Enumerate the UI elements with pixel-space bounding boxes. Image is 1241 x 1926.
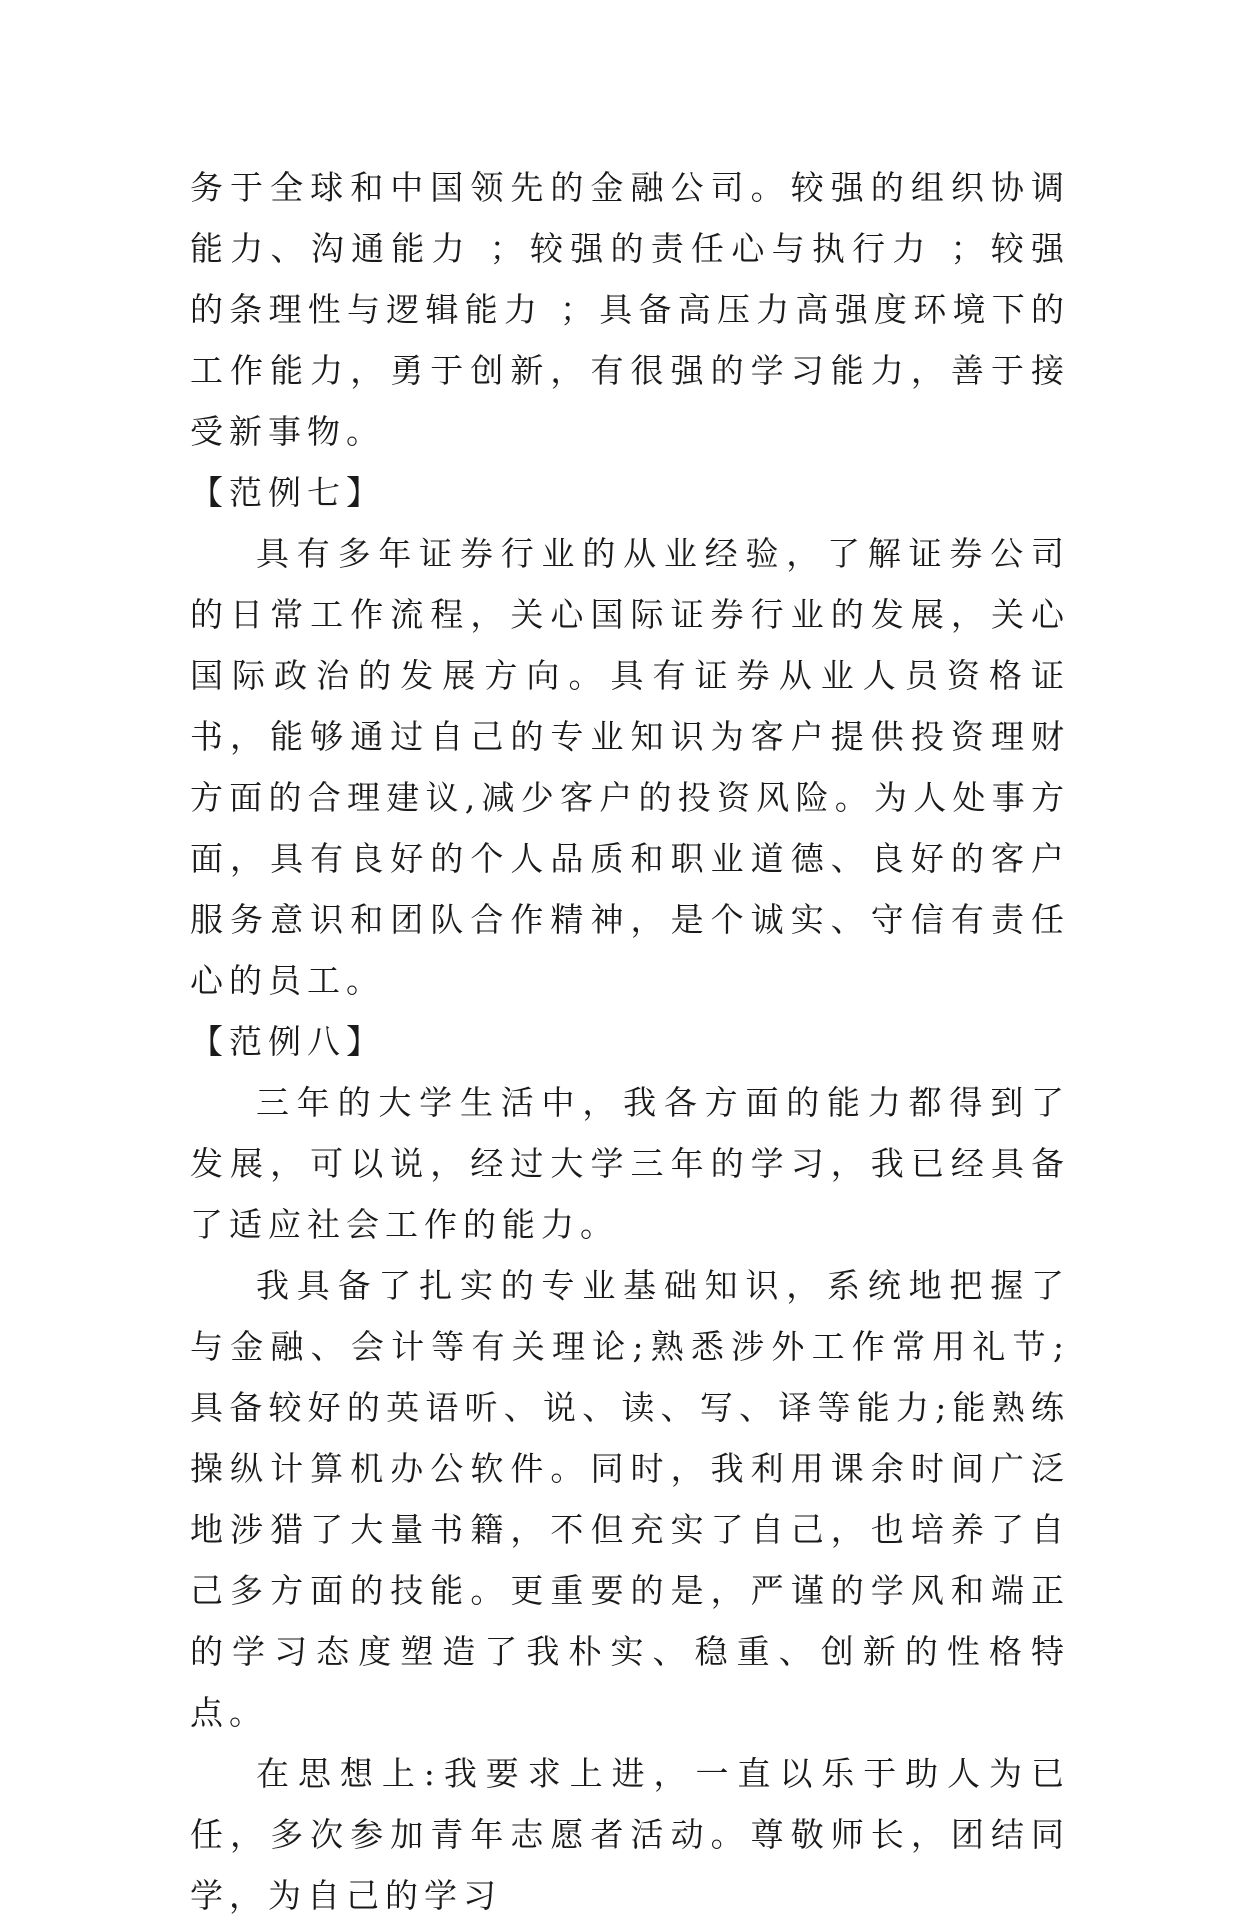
section-heading-example-8: 【范例八】 [190, 1022, 385, 1061]
paragraph-continuation: 务于全球和中国领先的金融公司。较强的组织协调能力、沟通能力 ；较强的责任心与执行力 ；较强的条理性与逻辑能力 ；具备高压力高强度环境下的工作能力，勇于创新，有很强的学习能力，善于接受新事物。 [190, 168, 1070, 451]
paragraph-example-7: 具有多年证券行业的从业经验，了解证券公司的日常工作流程，关心国际证券行业的发展，关心国际政治的发展方向。具有证券从业人员资格证书，能够通过自己的专业知识为客户提供投资理财方面的合理建议,减少客户的投资风险。为人处事方面，具有良好的个人品质和职业道德、良好的客户服务意识和团队合作精神，是个诚实、守信有责任心的员工。 [190, 534, 1070, 1000]
section-heading-example-7: 【范例七】 [190, 473, 385, 512]
paragraph-example-8-intro: 三年的大学生活中，我各方面的能力都得到了发展，可以说，经过大学三年的学习，我已经具备了适应社会工作的能力。 [190, 1083, 1070, 1244]
document-body [190, 157, 1070, 1926]
paragraph-example-8-thoughts: 在思想上:我要求上进，一直以乐于助人为已任，多次参加青年志愿者活动。尊敬师长，团结同学，为自己的学习 [190, 1754, 1070, 1915]
paragraph-example-8-skills: 我具备了扎实的专业基础知识，系统地把握了与金融、会计等有关理论;熟悉涉外工作常用礼节;具备较好的英语听、说、读、写、译等能力;能熟练操纵计算机办公软件。同时，我利用课余时间广泛地涉猎了大量书籍，不但充实了自己，也培养了自己多方面的技能。更重要的是，严谨的学风和端正的学习态度塑造了我朴实、稳重、创新的性格特点。 [190, 1266, 1070, 1732]
